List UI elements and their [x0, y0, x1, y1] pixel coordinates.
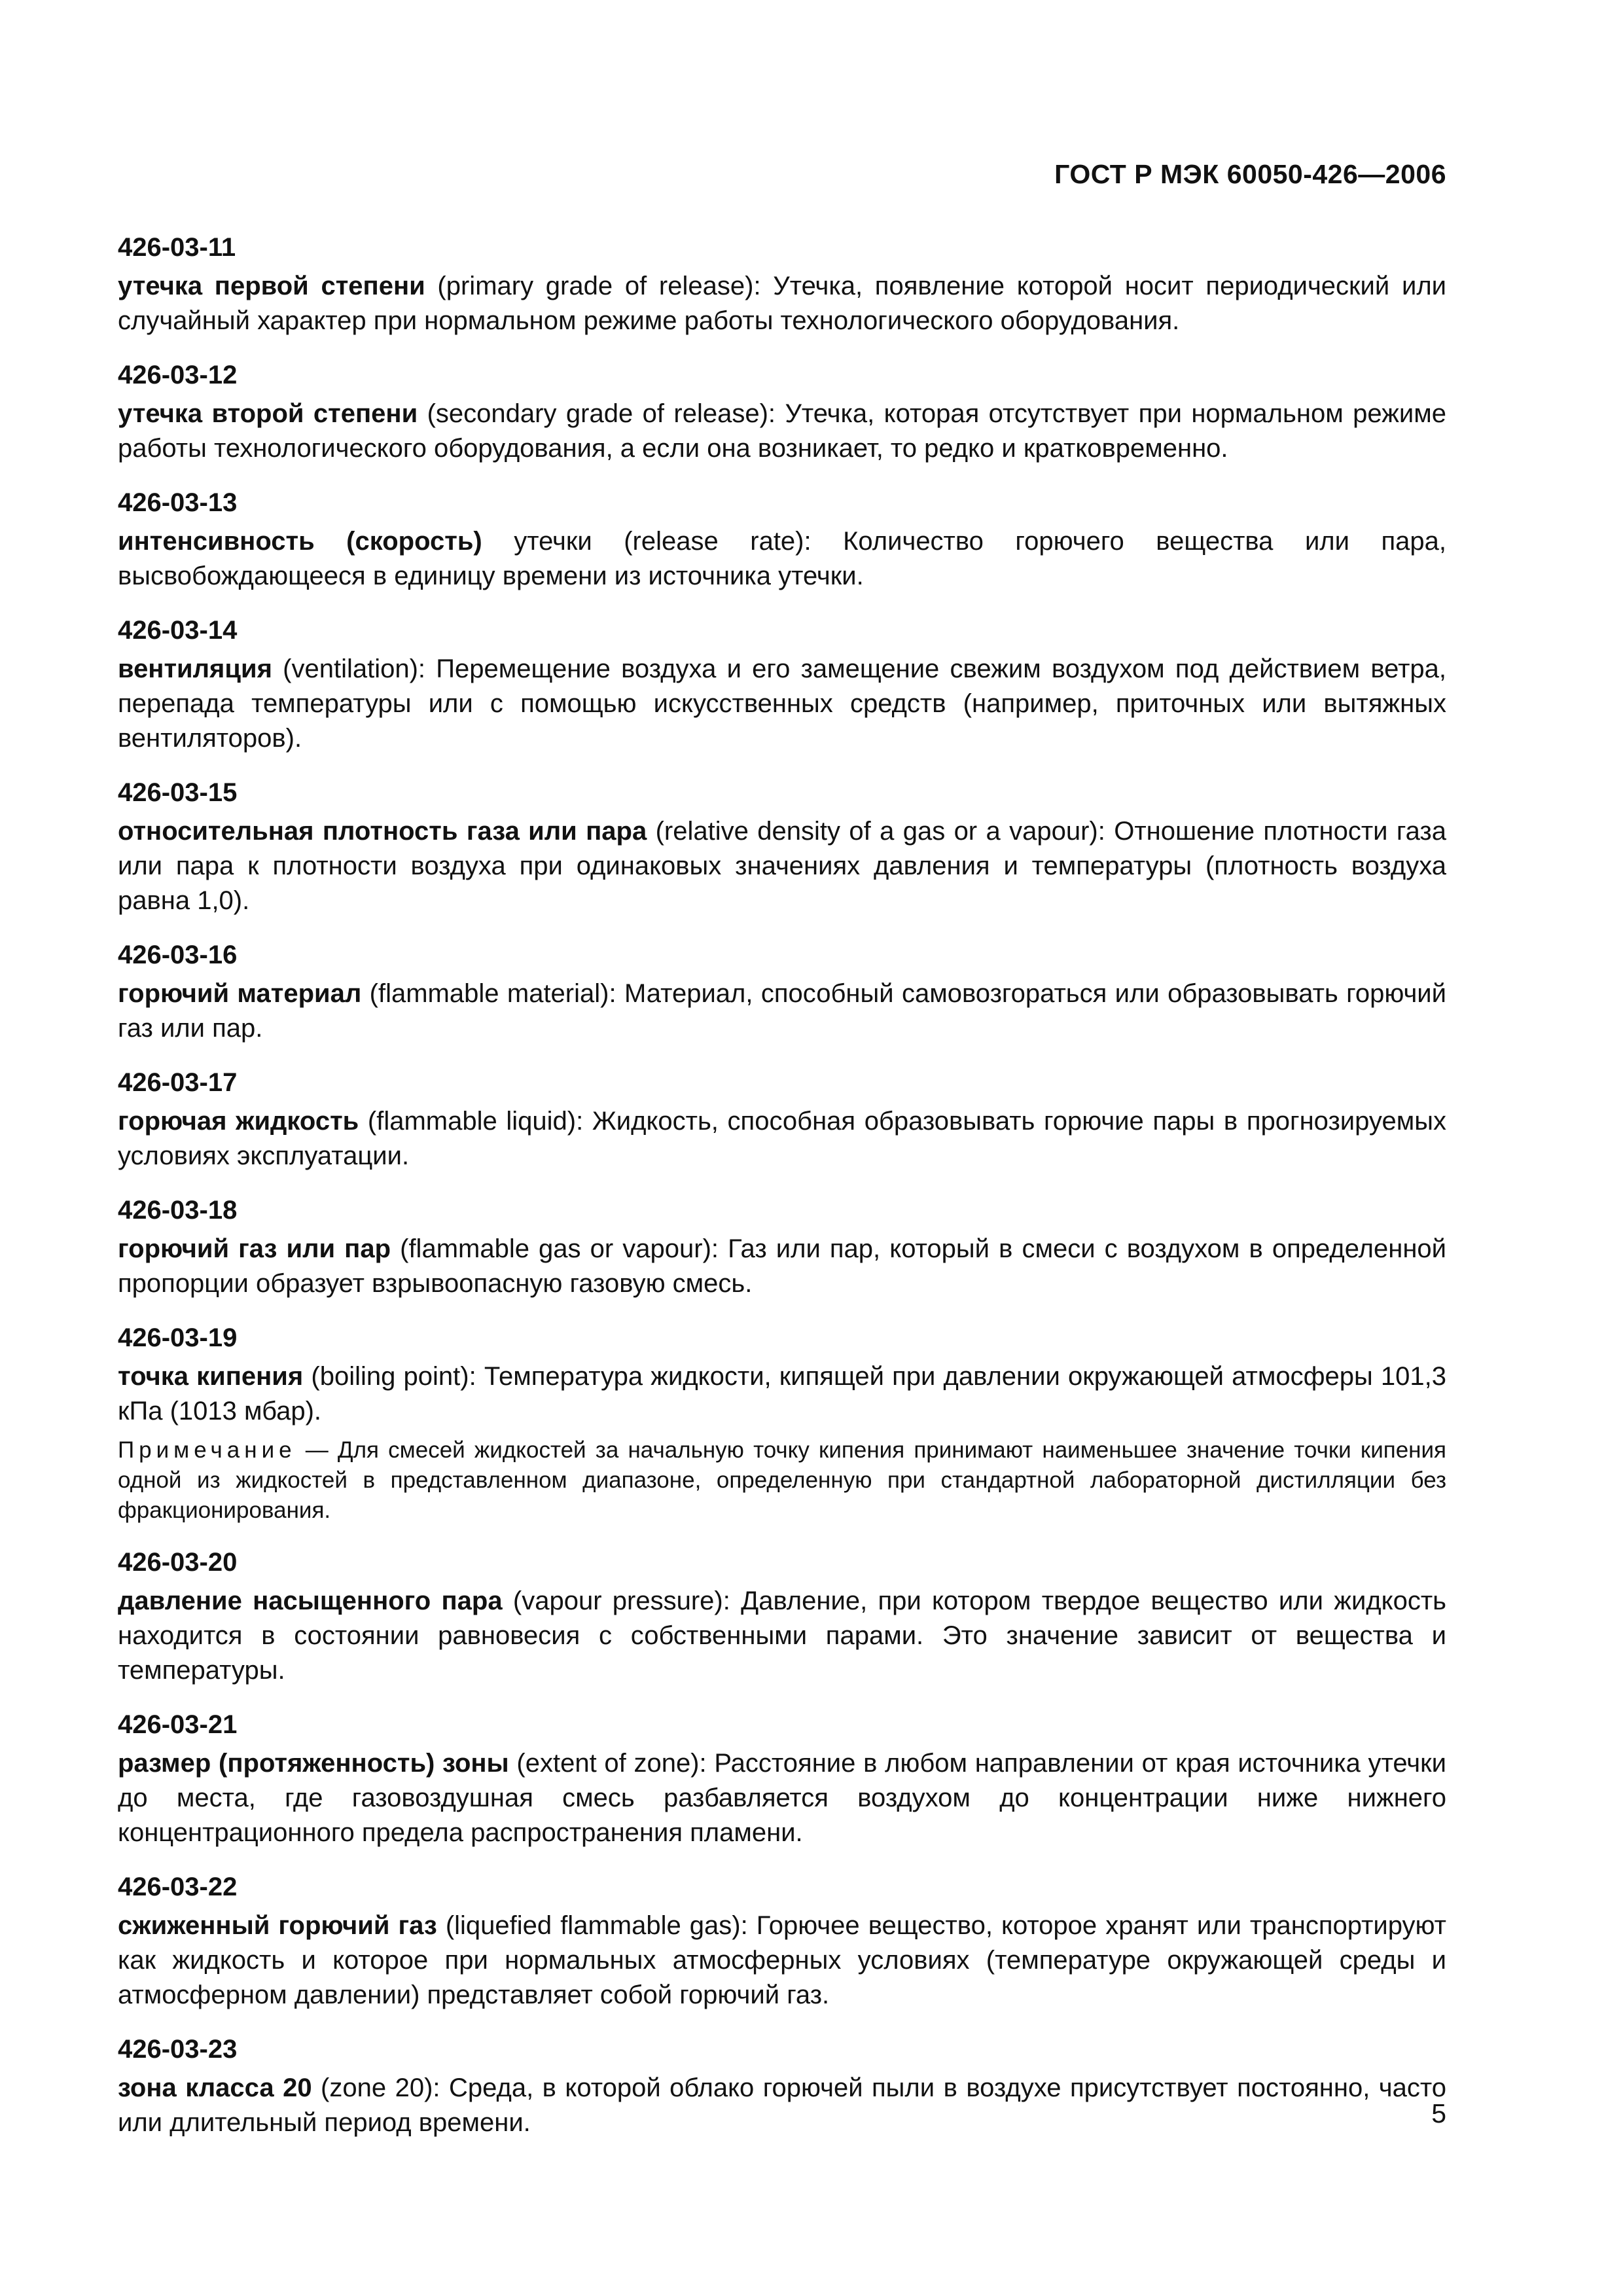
term-name: давление насыщенного пара	[118, 1587, 503, 1615]
standard-header: ГОСТ Р МЭК 60050-426—2006	[1054, 159, 1446, 189]
term-code: 426-03-14	[118, 616, 238, 645]
term-name: горючий материал	[118, 979, 362, 1008]
term-code: 426-03-21	[118, 1710, 238, 1739]
definition-entry	[118, 613, 1446, 756]
term-description: (secondary grade of release): Утечка, которая отсутствует при нормальном режиме работы технологического оборудования, а если она возникает, то редко и кратковременно.	[118, 399, 1447, 463]
definition-entry	[118, 2032, 1446, 2140]
term-code: 426-03-12	[118, 361, 238, 389]
definitions-list	[118, 230, 1446, 2160]
term-description: (relative density of a gas or a vapour): Отношение плотности газа или пара к плотности воздуха при одинаковых значениях давления и температуры (плотность воздуха равна 1,0).	[118, 817, 1446, 915]
term-description: (ventilation): Перемещение воздуха и его замещение свежим воздухом под действием ветра, перепада температуры или с помощью искусственных средств (например, приточных или вытяжных вентиляторов).	[118, 655, 1446, 753]
definition-entry	[118, 486, 1446, 594]
note-label: Примечание	[118, 1437, 296, 1463]
term-name: утечка первой степени	[118, 272, 425, 300]
definition-entry	[118, 1066, 1446, 1174]
term-name: интенсивность (скорость)	[118, 527, 482, 556]
definition-text	[118, 652, 1446, 756]
definition-entry	[118, 1545, 1446, 1688]
definition-text	[118, 1232, 1446, 1301]
term-name: горючая жидкость	[118, 1107, 359, 1136]
term-code: 426-03-16	[118, 941, 238, 969]
term-description: (flammable gas or vapour): Газ или пар, который в смеси с воздухом в определенной пропорции образует взрывоопасную газовую смесь.	[118, 1234, 1446, 1298]
term-description: (liquefied flammable gas): Горючее вещество, которое хранят или транспортируют как жидкость и которое при нормальных атмосферных условиях (температуре окружающей среды и атмосферном давлении) представляет собой горючий газ.	[118, 1911, 1446, 2009]
definition-entry	[118, 1193, 1446, 1301]
page-number: 5	[1431, 2098, 1446, 2128]
term-code: 426-03-19	[118, 1323, 238, 1352]
term-code: 426-03-22	[118, 1873, 238, 1901]
term-code: 426-03-11	[118, 233, 236, 262]
definition-text	[118, 977, 1446, 1046]
term-description: (flammable liquid): Жидкость, способная образовывать горючие пары в прогнозируемых условиях эксплуатации.	[118, 1107, 1446, 1170]
definition-entry	[118, 1708, 1446, 1850]
term-name: относительная плотность газа или пара	[118, 817, 647, 846]
definition-text	[118, 1909, 1446, 2013]
term-name: утечка второй степени	[118, 399, 418, 428]
definition-text	[118, 524, 1446, 594]
term-name: сжиженный горючий газ	[118, 1911, 437, 1940]
definition-text	[118, 1584, 1446, 1688]
definition-entry	[118, 1870, 1446, 2013]
term-description: (primary grade of release): Утечка, появление которой носит периодический или случайный характер при нормальном режиме работы технологического оборудования.	[118, 272, 1446, 335]
definition-note	[118, 1435, 1446, 1526]
term-code: 426-03-23	[118, 2035, 238, 2064]
term-description: утечки (release rate): Количество горючего вещества или пара, высвобождающееся в единицу времени из источника утечки.	[118, 527, 1446, 590]
definition-text	[118, 1746, 1446, 1850]
term-description: (zone 20): Среда, в которой облако горючей пыли в воздухе присутствует постоянно, часто или длительный период времени.	[118, 2073, 1446, 2137]
term-description: (extent of zone): Расстояние в любом направлении от края источника утечки до места, где газовоздушная смесь разбавляется воздухом до концентрации ниже нижнего концентрационного предела распространения пламени.	[118, 1749, 1446, 1847]
term-name: зона класса 20	[118, 2073, 312, 2102]
definition-entry	[118, 938, 1446, 1046]
definition-text	[118, 269, 1446, 338]
term-name: горючий газ или пар	[118, 1234, 391, 1263]
definition-entry	[118, 776, 1446, 918]
definition-text	[118, 2071, 1446, 2140]
definition-text	[118, 397, 1446, 466]
definition-entry	[118, 358, 1446, 466]
term-description: (flammable material): Материал, способный самовозгораться или образовывать горючий газ или пар.	[118, 979, 1446, 1043]
definition-entry	[118, 1321, 1446, 1526]
term-name: точка кипения	[118, 1362, 304, 1391]
definition-text	[118, 1359, 1446, 1429]
definition-text	[118, 814, 1446, 918]
term-code: 426-03-20	[118, 1548, 238, 1577]
term-description: (vapour pressure): Давление, при котором твердое вещество или жидкость находится в состоянии равновесия с собственными парами. Это значение зависит от вещества и температуры.	[118, 1587, 1447, 1685]
term-description: (boiling point): Температура жидкости, кипящей при давлении окружающей атмосферы 101,3 кПа (1013 мбар).	[118, 1362, 1446, 1426]
note-text: — Для смесей жидкостей за начальную точку кипения принимают наименьшее значение точки кипения одной из жидкостей в представленном диапазоне, определенную при стандартной лабораторной дистилляции без фракционирования.	[118, 1437, 1446, 1523]
definition-entry	[118, 230, 1446, 338]
term-name: вентиляция	[118, 655, 272, 683]
term-code: 426-03-15	[118, 778, 238, 807]
term-code: 426-03-17	[118, 1068, 238, 1097]
term-code: 426-03-13	[118, 488, 238, 517]
term-name: размер (протяженность) зоны	[118, 1749, 509, 1778]
definition-text	[118, 1104, 1446, 1174]
term-code: 426-03-18	[118, 1196, 238, 1225]
